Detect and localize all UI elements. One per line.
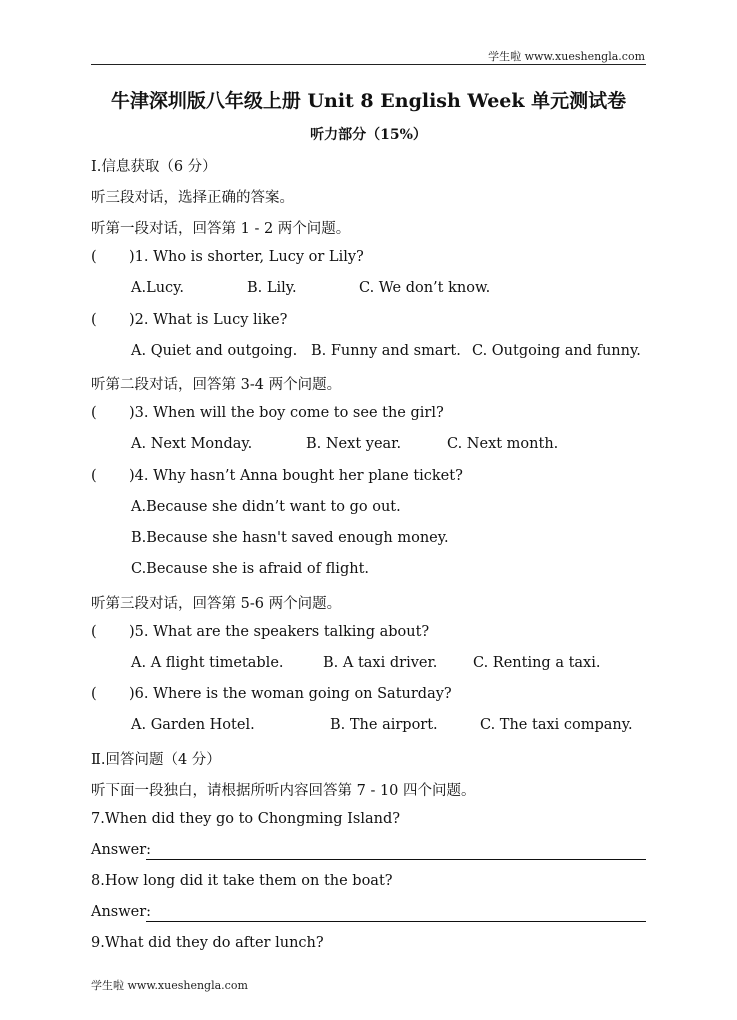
question-6-option-c: C. The taxi company. [480, 717, 633, 733]
footer-site: 学生啦 www.xueshengla.com [91, 979, 248, 992]
question-1-option-c: C. We don’t know. [359, 280, 491, 296]
question-5-option-c: C. Renting a taxi. [473, 655, 601, 671]
question-7-answer-line[interactable] [146, 859, 646, 860]
section-subtitle: 听力部分（15%） [310, 127, 427, 143]
question-1-option-a: A.Lucy. [131, 280, 185, 296]
question-2-paren: ( [91, 312, 97, 328]
question-3-option-c: C. Next month. [447, 436, 559, 452]
question-8-text: 8.How long did it take them on the boat? [91, 873, 393, 889]
question-5-paren: ( [91, 624, 97, 640]
section2-heading: Ⅱ.回答问题（4 分） [91, 752, 221, 768]
question-8-answer-line[interactable] [146, 921, 646, 922]
question-1-text: )1. Who is shorter, Lucy or Lily? [129, 249, 364, 265]
question-4-option-c: C.Because she is afraid of flight. [131, 561, 370, 577]
section1-heading: I.信息获取（6 分） [91, 159, 217, 175]
question-5-option-b: B. A taxi driver. [323, 655, 438, 671]
question-4-option-b: B.Because she hasn't saved enough money. [131, 530, 449, 546]
question-1-paren: ( [91, 249, 97, 265]
section2-instruction: 听下面一段独白，请根据所听内容回答第 7 - 10 四个问题。 [91, 783, 476, 799]
page-title: 牛津深圳版八年级上册 Unit 8 English Week 单元测试卷 [110, 90, 627, 112]
question-8-answer-label: Answer: [91, 904, 152, 920]
question-7-answer-label: Answer: [91, 842, 152, 858]
question-3-option-b: B. Next year. [306, 436, 402, 452]
question-3-text: )3. When will the boy come to see the girl? [129, 405, 444, 421]
question-3-option-a: A. Next Monday. [131, 436, 253, 452]
question-1-option-b: B. Lily. [247, 280, 297, 296]
question-4-text: )4. Why hasn’t Anna bought her plane ticket? [129, 468, 463, 484]
question-9-text: 9.What did they do after lunch? [91, 935, 324, 951]
question-6-option-a: A. Garden Hotel. [131, 717, 255, 733]
dialog1-instruction: 听第一段对话，回答第 1 - 2 两个问题。 [91, 221, 351, 237]
question-7-text: 7.When did they go to Chongming Island? [91, 811, 400, 827]
question-2-text: )2. What is Lucy like? [129, 312, 288, 328]
question-6-option-b: B. The airport. [330, 717, 438, 733]
question-2-option-a: A. Quiet and outgoing. [131, 343, 298, 359]
question-6-text: )6. Where is the woman going on Saturday? [129, 686, 452, 702]
question-2-option-c: C. Outgoing and funny. [472, 343, 641, 359]
question-5-text: )5. What are the speakers talking about? [129, 624, 430, 640]
question-2-option-b: B. Funny and smart. [311, 343, 461, 359]
header-divider [91, 64, 646, 65]
section1-instruction: 听三段对话，选择正确的答案。 [91, 190, 294, 206]
header-site: 学生啦 www.xueshengla.com [488, 50, 645, 63]
dialog3-instruction: 听第三段对话，回答第 5-6 两个问题。 [91, 596, 342, 612]
question-5-option-a: A. A flight timetable. [131, 655, 284, 671]
question-4-paren: ( [91, 468, 97, 484]
dialog2-instruction: 听第二段对话，回答第 3-4 两个问题。 [91, 377, 342, 393]
question-3-paren: ( [91, 405, 97, 421]
question-4-option-a: A.Because she didn’t want to go out. [131, 499, 401, 515]
question-6-paren: ( [91, 686, 97, 702]
